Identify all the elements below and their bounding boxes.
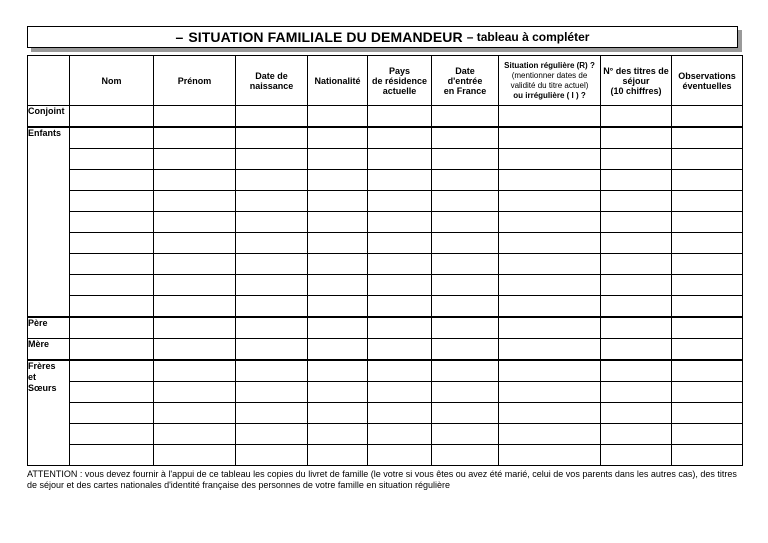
cell[interactable] (368, 170, 432, 191)
cell[interactable] (601, 254, 672, 275)
cell[interactable] (368, 296, 432, 318)
cell[interactable] (308, 445, 368, 466)
cell[interactable] (499, 170, 601, 191)
cell[interactable] (236, 296, 308, 318)
cell[interactable] (70, 317, 154, 339)
cell[interactable] (308, 170, 368, 191)
cell[interactable] (154, 296, 236, 318)
cell[interactable] (236, 191, 308, 212)
cell[interactable] (672, 424, 743, 445)
attention-note: ATTENTION : vous devez fournir à l'appui de ce tableau les copies du livret de famille (le votre si vous êtes ou avez été marié, celui de vos parents dans les autres cas), des titres de séjour et des cartes nationales d'identité française des personnes de votre famille en situation régulière (27, 469, 737, 490)
header-situation-line1: Situation régulière (R) ? (504, 61, 595, 70)
cell[interactable] (672, 275, 743, 296)
cell[interactable] (154, 106, 236, 128)
cell[interactable] (672, 106, 743, 128)
cell[interactable] (672, 445, 743, 466)
cell[interactable] (432, 233, 499, 254)
cell[interactable] (499, 212, 601, 233)
cell[interactable] (368, 382, 432, 403)
cell[interactable] (70, 233, 154, 254)
cell[interactable] (368, 233, 432, 254)
cell[interactable] (236, 317, 308, 339)
row-enfants (28, 149, 743, 170)
cell[interactable] (70, 254, 154, 275)
cell[interactable] (672, 339, 743, 361)
cell[interactable] (672, 254, 743, 275)
cell[interactable] (672, 403, 743, 424)
header-titres-line2: séjour (622, 75, 650, 86)
row-label-mere: Mère (28, 339, 70, 361)
cell[interactable] (672, 360, 743, 382)
row-label-enfants: Enfants (28, 127, 70, 317)
row-freres-soeurs (28, 424, 743, 445)
header-situation-line4: ou irrégulière ( I ) ? (513, 91, 586, 100)
cell[interactable] (601, 424, 672, 445)
cell[interactable] (601, 170, 672, 191)
row-enfants (28, 233, 743, 254)
cell[interactable] (308, 127, 368, 149)
cell[interactable] (672, 127, 743, 149)
cell[interactable] (499, 424, 601, 445)
cell[interactable] (308, 212, 368, 233)
cell[interactable] (499, 296, 601, 318)
cell[interactable] (499, 191, 601, 212)
cell[interactable] (368, 275, 432, 296)
cell[interactable] (499, 403, 601, 424)
cell[interactable] (601, 275, 672, 296)
cell[interactable] (672, 296, 743, 318)
cell[interactable] (499, 360, 601, 382)
row-mere (28, 339, 743, 361)
row-label-freres-line2: et (28, 372, 37, 382)
cell[interactable] (154, 275, 236, 296)
cell[interactable] (432, 296, 499, 318)
header-pays-residence (368, 56, 432, 106)
row-label-freres-line1: Frères (28, 361, 56, 371)
cell[interactable] (432, 360, 499, 382)
cell[interactable] (308, 317, 368, 339)
header-date-naissance-line1: Date de (255, 70, 288, 81)
family-situation-table (27, 55, 743, 466)
cell[interactable] (672, 233, 743, 254)
cell[interactable] (432, 127, 499, 149)
header-observations (672, 56, 743, 106)
cell[interactable] (499, 127, 601, 149)
cell[interactable] (368, 445, 432, 466)
header-pays-line2: de résidence (371, 75, 428, 86)
cell[interactable] (154, 233, 236, 254)
cell[interactable] (154, 445, 236, 466)
cell[interactable] (601, 106, 672, 128)
cell[interactable] (601, 360, 672, 382)
title-dash: – (175, 29, 184, 45)
cell[interactable] (601, 339, 672, 361)
cell[interactable] (154, 403, 236, 424)
cell[interactable] (601, 382, 672, 403)
row-label-freres-line3: Sœurs (28, 383, 57, 393)
row-enfants (28, 296, 743, 318)
header-situation (499, 56, 601, 106)
cell[interactable] (154, 254, 236, 275)
cell[interactable] (308, 254, 368, 275)
cell[interactable] (154, 127, 236, 149)
cell[interactable] (70, 106, 154, 128)
header-date-naissance-line2: naissance (249, 80, 294, 91)
cell[interactable] (154, 212, 236, 233)
cell[interactable] (601, 445, 672, 466)
cell[interactable] (672, 149, 743, 170)
title-subtitle: – tableau à compléter (466, 30, 590, 44)
cell[interactable] (70, 275, 154, 296)
cell[interactable] (236, 424, 308, 445)
cell[interactable] (432, 149, 499, 170)
header-prenom: Prénom (154, 56, 236, 106)
cell[interactable] (308, 275, 368, 296)
header-titres-line3: (10 chiffres) (610, 85, 662, 96)
cell[interactable] (432, 212, 499, 233)
cell[interactable] (236, 212, 308, 233)
header-date-entree (432, 56, 499, 106)
cell[interactable] (236, 170, 308, 191)
header-date-naissance (236, 56, 308, 106)
cell[interactable] (70, 127, 154, 149)
cell[interactable] (672, 382, 743, 403)
cell[interactable] (308, 424, 368, 445)
cell[interactable] (236, 127, 308, 149)
cell[interactable] (499, 106, 601, 128)
header-situation-line3: validité du titre actuel) (510, 81, 589, 90)
row-enfants (28, 212, 743, 233)
cell[interactable] (70, 170, 154, 191)
cell[interactable] (672, 170, 743, 191)
cell[interactable] (601, 191, 672, 212)
cell[interactable] (672, 191, 743, 212)
cell[interactable] (368, 149, 432, 170)
cell[interactable] (499, 233, 601, 254)
cell[interactable] (432, 382, 499, 403)
cell[interactable] (154, 360, 236, 382)
cell[interactable] (368, 127, 432, 149)
cell[interactable] (308, 149, 368, 170)
cell[interactable] (601, 296, 672, 318)
row-freres-soeurs (28, 382, 743, 403)
cell[interactable] (672, 317, 743, 339)
cell[interactable] (368, 106, 432, 128)
cell[interactable] (70, 424, 154, 445)
cell[interactable] (236, 233, 308, 254)
cell[interactable] (432, 106, 499, 128)
row-enfants (28, 170, 743, 191)
cell[interactable] (236, 382, 308, 403)
header-nom: Nom (70, 56, 154, 106)
header-obs-line2: éventuelles (682, 80, 732, 91)
row-conjoint (28, 106, 743, 128)
form-title (27, 26, 738, 48)
cell[interactable] (154, 191, 236, 212)
header-empty (28, 56, 70, 106)
cell[interactable] (601, 233, 672, 254)
cell[interactable] (499, 339, 601, 361)
cell[interactable] (601, 317, 672, 339)
cell[interactable] (499, 149, 601, 170)
cell[interactable] (432, 339, 499, 361)
header-situation-line2: (mentionner dates de (511, 71, 588, 80)
cell[interactable] (499, 445, 601, 466)
header-pays-line3: actuelle (382, 85, 417, 96)
cell[interactable] (432, 191, 499, 212)
cell[interactable] (70, 296, 154, 318)
header-entree-line3: en France (443, 85, 487, 96)
cell[interactable] (70, 339, 154, 361)
row-label-pere: Père (28, 317, 70, 339)
cell[interactable] (601, 212, 672, 233)
title-box (27, 26, 738, 48)
cell[interactable] (308, 296, 368, 318)
cell[interactable] (601, 127, 672, 149)
cell[interactable] (308, 191, 368, 212)
header-nationalite: Nationalité (308, 56, 368, 106)
cell[interactable] (368, 254, 432, 275)
cell[interactable] (236, 106, 308, 128)
cell[interactable] (154, 382, 236, 403)
header-entree-line2: d'entrée (447, 75, 483, 86)
row-label-freres-soeurs (28, 360, 70, 466)
cell[interactable] (432, 170, 499, 191)
row-label-conjoint: Conjoint (28, 106, 70, 128)
cell[interactable] (236, 275, 308, 296)
cell[interactable] (499, 254, 601, 275)
cell[interactable] (154, 149, 236, 170)
header-obs-line1: Observations (678, 70, 736, 81)
cell[interactable] (70, 382, 154, 403)
row-freres-soeurs (28, 360, 743, 382)
header-row (28, 56, 743, 106)
cell[interactable] (432, 403, 499, 424)
cell[interactable] (236, 339, 308, 361)
cell[interactable] (236, 360, 308, 382)
cell[interactable] (308, 233, 368, 254)
cell[interactable] (432, 445, 499, 466)
cell[interactable] (70, 191, 154, 212)
cell[interactable] (236, 403, 308, 424)
header-pays-line1: Pays (388, 65, 411, 76)
cell[interactable] (154, 317, 236, 339)
cell[interactable] (70, 212, 154, 233)
cell[interactable] (368, 317, 432, 339)
cell[interactable] (70, 403, 154, 424)
row-freres-soeurs (28, 445, 743, 466)
header-titres-line1: N° des titres de (603, 65, 669, 76)
cell[interactable] (601, 403, 672, 424)
cell[interactable] (368, 212, 432, 233)
cell[interactable] (308, 360, 368, 382)
cell[interactable] (154, 339, 236, 361)
cell[interactable] (70, 445, 154, 466)
row-enfants (28, 254, 743, 275)
cell[interactable] (236, 149, 308, 170)
cell[interactable] (432, 254, 499, 275)
cell[interactable] (308, 382, 368, 403)
row-freres-soeurs (28, 403, 743, 424)
cell[interactable] (432, 424, 499, 445)
cell[interactable] (70, 149, 154, 170)
row-enfants (28, 127, 743, 149)
row-pere (28, 317, 743, 339)
cell[interactable] (499, 275, 601, 296)
cell[interactable] (499, 382, 601, 403)
cell[interactable] (70, 360, 154, 382)
header-entree-line1: Date (455, 65, 475, 76)
cell[interactable] (368, 424, 432, 445)
cell[interactable] (368, 360, 432, 382)
cell[interactable] (499, 317, 601, 339)
cell[interactable] (308, 339, 368, 361)
cell[interactable] (236, 254, 308, 275)
header-titres-sejour (601, 56, 672, 106)
cell[interactable] (368, 403, 432, 424)
row-enfants (28, 191, 743, 212)
cell[interactable] (308, 106, 368, 128)
cell[interactable] (308, 403, 368, 424)
cell[interactable] (672, 212, 743, 233)
cell[interactable] (432, 275, 499, 296)
cell[interactable] (368, 191, 432, 212)
cell[interactable] (236, 445, 308, 466)
title-main: SITUATION FAMILIALE DU DEMANDEUR (188, 29, 463, 45)
row-enfants (28, 275, 743, 296)
cell[interactable] (368, 339, 432, 361)
cell[interactable] (154, 170, 236, 191)
cell[interactable] (154, 424, 236, 445)
cell[interactable] (432, 317, 499, 339)
cell[interactable] (601, 149, 672, 170)
